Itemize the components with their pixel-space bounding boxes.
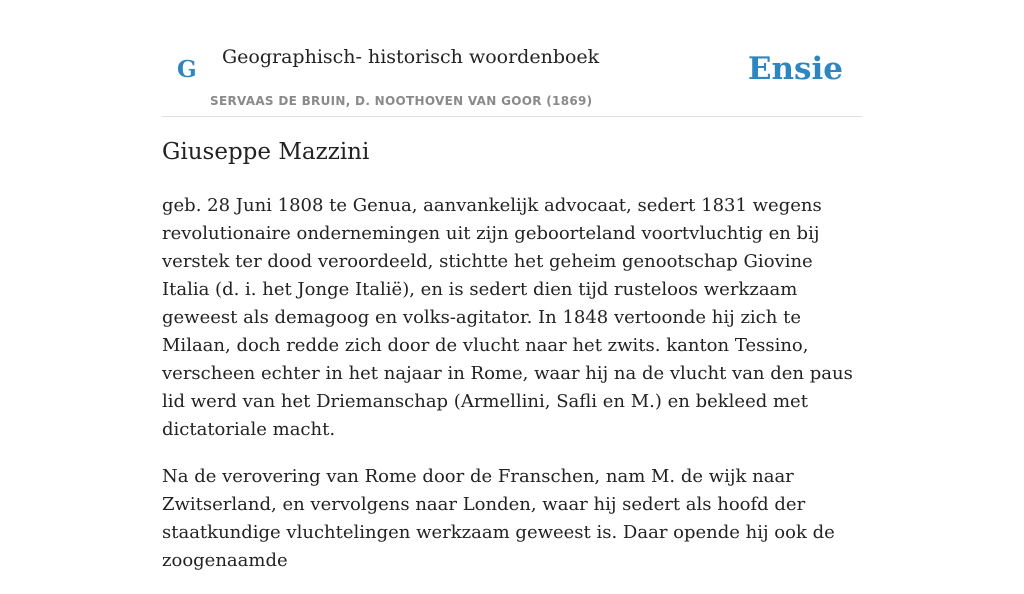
book-title[interactable]: Geographisch- historisch woordenboek: [222, 46, 600, 68]
article-body: [162, 192, 862, 594]
article-title: Giuseppe Mazzini: [162, 139, 370, 165]
book-logo-letter[interactable]: G: [177, 56, 197, 83]
article-paragraph: Na de verovering van Rome door de Franschen, nam M. de wijk naar Zwitserland, en vervolgens naar Londen, waar hij sedert als hoofd der staatkundige vluchtelingen werkzaam geweest is. Daar opende hij ook de zoogenaamde: [162, 466, 835, 571]
ensie-logo-link[interactable]: Ensie: [747, 51, 843, 87]
article-paragraph: geb. 28 Juni 1808 te Genua, aanvankelijk advocaat, sedert 1831 wegens revolutionaire ondernemingen uit zijn geboorteland voortvluchtig en bij verstek ter dood veroordeeld, stichtte het geheim genootschap Giovine Italia (d. i. het Jonge Italië), en is sedert dien tijd rusteloos werkzaam geweest als demagoog en volks-agitator. In 1848 vertoonde hij zich te Milaan, doch redde zich door de vlucht naar het zwits. kanton Tessino, verscheen echter in het najaar in Rome, waar hij na de vlucht van den paus lid werd van het Driemanschap (Armellini, Safli en M.) en bekleed met dictatoriale macht.: [162, 195, 853, 440]
book-author: SERVAAS DE BRUIN, D. NOOTHOVEN VAN GOOR (1869): [210, 94, 593, 108]
book-header: [162, 0, 862, 117]
